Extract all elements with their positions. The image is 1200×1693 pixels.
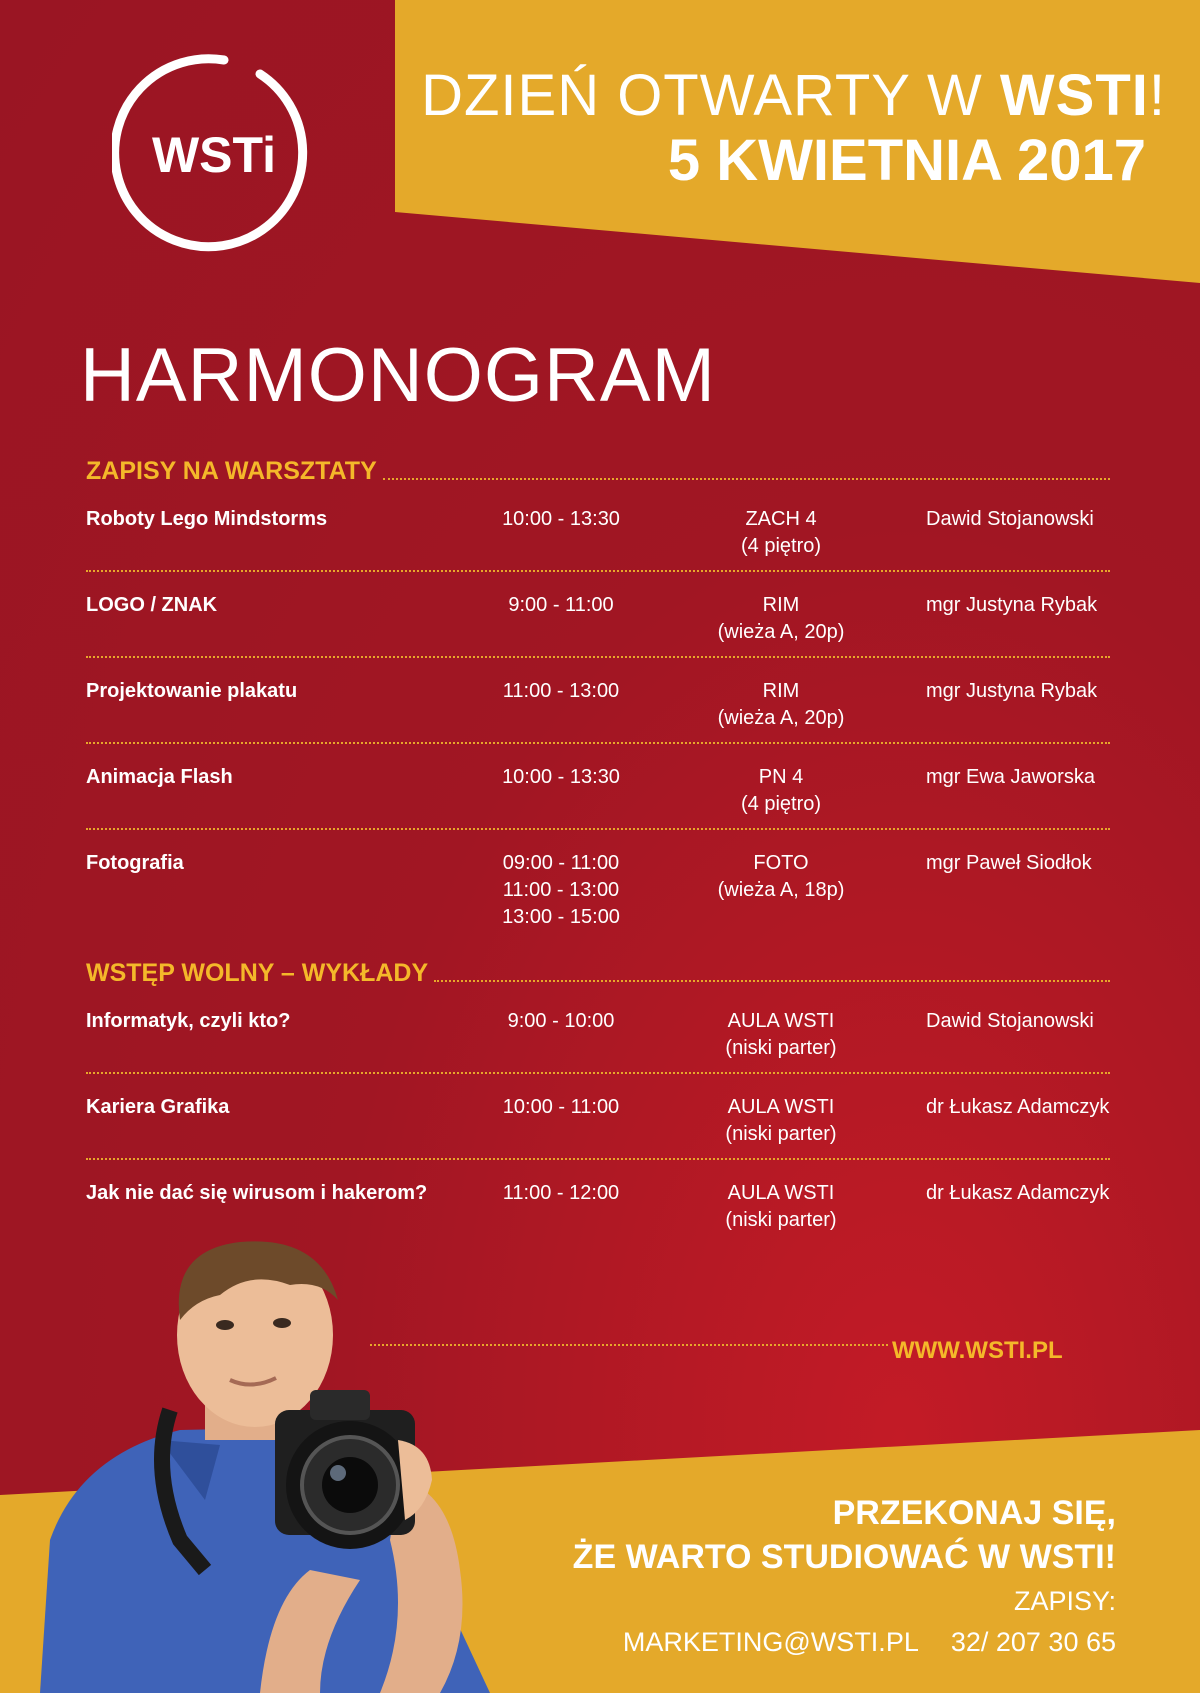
time-slot: 11:00 - 13:00 xyxy=(502,680,620,702)
event-time xyxy=(486,678,636,732)
slogan-line1: PRZEKONAJ SIĘ, xyxy=(832,1494,1116,1532)
room-name: RIM xyxy=(762,594,800,616)
table-row xyxy=(86,486,1110,572)
event-name: Jak nie dać się wirusom i hakerom? xyxy=(86,1182,428,1204)
event-host: mgr Ewa Jaworska xyxy=(926,766,1095,788)
logo-text: WSTi xyxy=(151,127,277,183)
room-name: RIM xyxy=(762,680,800,702)
event-time xyxy=(486,1008,636,1062)
event-room xyxy=(636,764,926,818)
event-name: Roboty Lego Mindstorms xyxy=(86,508,328,530)
event-room xyxy=(636,1094,926,1148)
page-title: HARMONOGRAM xyxy=(80,333,716,418)
website-link[interactable]: WWW.WSTI.PL xyxy=(892,1337,1063,1364)
table-row xyxy=(86,1074,1110,1160)
room-location: (wieża A, 20p) xyxy=(717,707,845,729)
workshop-rows xyxy=(86,486,1110,941)
room-location: (4 piętro) xyxy=(740,535,822,557)
room-location: (niski parter) xyxy=(725,1123,837,1145)
contact-info xyxy=(623,1627,1116,1658)
event-host: dr Łukasz Adamczyk xyxy=(926,1096,1110,1118)
time-slot: 10:00 - 11:00 xyxy=(502,1096,620,1118)
title-bold: WSTI xyxy=(999,63,1149,128)
room-name: ZACH 4 xyxy=(745,508,817,530)
table-row xyxy=(86,658,1110,744)
room-location: (niski parter) xyxy=(725,1037,837,1059)
slogan-line2: ŻE WARTO STUDIOWAĆ W WSTI! xyxy=(572,1538,1116,1576)
event-time xyxy=(486,592,636,646)
event-title-line1 xyxy=(386,64,1166,129)
event-host: Dawid Stojanowski xyxy=(926,508,1094,530)
event-host: Dawid Stojanowski xyxy=(926,1010,1094,1032)
event-name: Informatyk, czyli kto? xyxy=(86,1010,291,1032)
time-slot: 13:00 - 15:00 xyxy=(502,906,620,928)
event-room xyxy=(636,1180,926,1234)
event-host: mgr Justyna Rybak xyxy=(926,594,1098,616)
title-prefix: DZIEŃ OTWARTY W xyxy=(421,63,1000,128)
section-label: ZAPISY NA WARSZTATY xyxy=(86,457,377,485)
room-location: (niski parter) xyxy=(725,1209,837,1231)
time-slot: 11:00 - 13:00 xyxy=(502,879,620,901)
event-host: mgr Justyna Rybak xyxy=(926,680,1098,702)
time-slot: 09:00 - 11:00 xyxy=(502,852,620,874)
event-time xyxy=(486,764,636,818)
workshops-section xyxy=(86,446,1110,941)
signup-label: ZAPISY: xyxy=(1013,1586,1116,1616)
event-host: mgr Paweł Siodłok xyxy=(926,852,1092,874)
lectures-section xyxy=(86,948,1110,1244)
time-slot: 10:00 - 13:30 xyxy=(502,508,620,530)
dotted-divider xyxy=(434,980,1110,982)
time-slot: 9:00 - 11:00 xyxy=(508,594,614,616)
event-room xyxy=(636,850,926,931)
lecture-rows xyxy=(86,988,1110,1244)
dotted-divider xyxy=(383,478,1110,480)
event-host: dr Łukasz Adamczyk xyxy=(926,1182,1110,1204)
event-time xyxy=(486,1180,636,1234)
room-name: PN 4 xyxy=(758,766,804,788)
event-room xyxy=(636,592,926,646)
section-header xyxy=(86,446,1110,486)
room-name: AULA WSTI xyxy=(727,1010,835,1032)
event-room xyxy=(636,678,926,732)
table-row xyxy=(86,572,1110,658)
room-name: AULA WSTI xyxy=(727,1096,835,1118)
table-row xyxy=(86,988,1110,1074)
event-name: Animacja Flash xyxy=(86,766,233,788)
event-name: Projektowanie plakatu xyxy=(86,680,298,702)
room-name: FOTO xyxy=(753,852,809,874)
time-slot: 10:00 - 13:30 xyxy=(502,766,620,788)
wsti-logo-icon xyxy=(112,52,316,256)
section-label: WSTĘP WOLNY – WYKŁADY xyxy=(86,959,429,987)
title-suffix: ! xyxy=(1148,63,1166,128)
event-title xyxy=(386,64,1166,194)
room-name: AULA WSTI xyxy=(727,1182,835,1204)
event-room xyxy=(636,1008,926,1062)
room-location: (wieża A, 18p) xyxy=(717,879,845,901)
event-room xyxy=(636,506,926,560)
event-time xyxy=(486,1094,636,1148)
email-link[interactable]: MARKETING@WSTI.PL xyxy=(622,1627,919,1657)
room-location: (4 piętro) xyxy=(740,793,822,815)
room-location: (wieża A, 20p) xyxy=(717,621,845,643)
time-slot: 9:00 - 10:00 xyxy=(507,1010,615,1032)
table-row xyxy=(86,1160,1110,1244)
section-header xyxy=(86,948,1110,988)
event-date: 5 KWIETNIA 2017 xyxy=(667,127,1146,193)
photographer-with-camera-icon xyxy=(20,1240,540,1693)
event-name: Kariera Grafika xyxy=(86,1096,230,1118)
event-time xyxy=(486,506,636,560)
event-name: LOGO / ZNAK xyxy=(86,594,218,616)
event-time xyxy=(486,850,636,931)
event-name: Fotografia xyxy=(86,852,184,874)
time-slot: 11:00 - 12:00 xyxy=(502,1182,620,1204)
table-row xyxy=(86,744,1110,830)
table-row xyxy=(86,830,1110,941)
phone-number[interactable]: 32/ 207 30 65 xyxy=(950,1627,1116,1657)
slogan xyxy=(573,1491,1116,1579)
